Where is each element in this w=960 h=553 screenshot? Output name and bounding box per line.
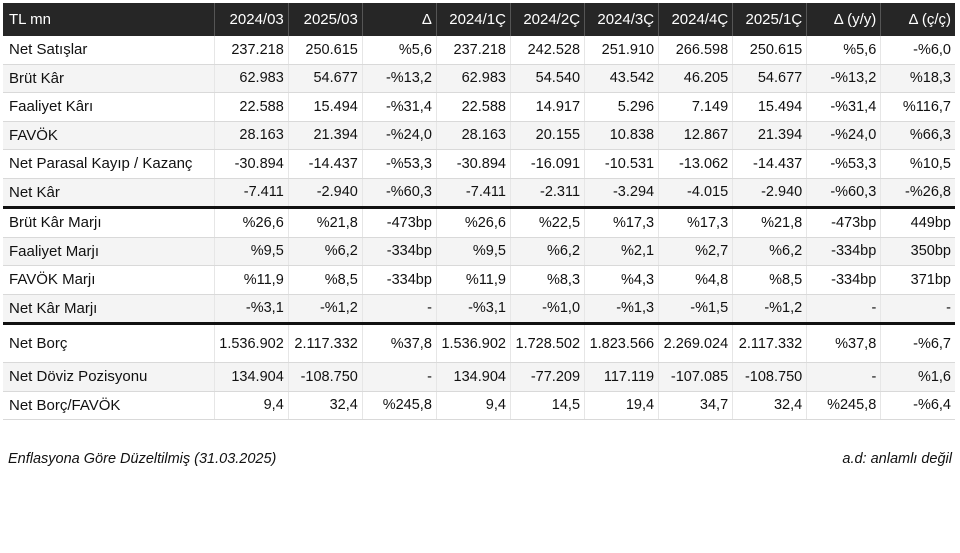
footnote-adjusted: Enflasyona Göre Düzeltilmiş (31.03.2025): [8, 451, 277, 467]
table-cell: -77.209: [510, 363, 584, 392]
table-cell: 21.394: [288, 121, 362, 150]
table-cell: 12.867: [659, 121, 733, 150]
financial-summary-table: [3, 3, 955, 420]
table-cell: %6,2: [733, 237, 807, 266]
table-cell: 7.149: [659, 93, 733, 122]
header-cell: 2024/3Ç: [585, 3, 659, 36]
table-cell: 54.540: [510, 64, 584, 93]
table-cell: 449bp: [881, 208, 955, 238]
table-cell: 32,4: [733, 391, 807, 420]
header-cell: Δ (y/y): [807, 3, 881, 36]
table-cell: %11,9: [214, 266, 288, 295]
table-cell: %9,5: [214, 237, 288, 266]
table-cell: 10.838: [585, 121, 659, 150]
table-cell: -30.894: [436, 150, 510, 179]
table-cell: -108.750: [733, 363, 807, 392]
table-cell: %245,8: [362, 391, 436, 420]
table-cell: -334bp: [362, 266, 436, 295]
table-cell: 9,4: [436, 391, 510, 420]
table-cell: 2.269.024: [659, 324, 733, 363]
table-cell: -%53,3: [807, 150, 881, 179]
table-cell: -7.411: [436, 178, 510, 208]
table-cell: -4.015: [659, 178, 733, 208]
table-cell: -%26,8: [881, 178, 955, 208]
table-cell: %10,5: [881, 150, 955, 179]
table-cell: %8,3: [510, 266, 584, 295]
table-cell: -2.311: [510, 178, 584, 208]
footnote-abbreviation: a.d: anlamlı değil: [842, 451, 952, 467]
table-cell: 43.542: [585, 64, 659, 93]
table-cell: -: [807, 294, 881, 324]
table-cell: 34,7: [659, 391, 733, 420]
table-cell: 251.910: [585, 36, 659, 64]
table-cell: -: [881, 294, 955, 324]
table-cell: 2.117.332: [288, 324, 362, 363]
table-cell: -14.437: [733, 150, 807, 179]
table-cell: 54.677: [733, 64, 807, 93]
row-label: Faaliyet Kârı: [3, 93, 214, 122]
table-cell: 62.983: [436, 64, 510, 93]
table-cell: 22.588: [436, 93, 510, 122]
table-cell: -%1,5: [659, 294, 733, 324]
row-label: FAVÖK: [3, 121, 214, 150]
table-row: [3, 391, 955, 420]
table-row: [3, 64, 955, 93]
table-cell: 28.163: [214, 121, 288, 150]
row-label: Net Parasal Kayıp / Kazanç: [3, 150, 214, 179]
table-cell: -108.750: [288, 363, 362, 392]
table-cell: -%24,0: [362, 121, 436, 150]
table-row: [3, 324, 955, 363]
table-cell: -2.940: [733, 178, 807, 208]
table-cell: %5,6: [807, 36, 881, 64]
table-cell: -: [362, 294, 436, 324]
table-row: [3, 178, 955, 208]
table-cell: %37,8: [362, 324, 436, 363]
table-cell: -16.091: [510, 150, 584, 179]
table-cell: -%3,1: [436, 294, 510, 324]
table-cell: -10.531: [585, 150, 659, 179]
table-cell: %26,6: [214, 208, 288, 238]
header-cell: Δ: [362, 3, 436, 36]
table-cell: %116,7: [881, 93, 955, 122]
table-cell: 134.904: [436, 363, 510, 392]
table-cell: -%3,1: [214, 294, 288, 324]
table-row: [3, 36, 955, 64]
table-cell: %8,5: [288, 266, 362, 295]
table-row: [3, 294, 955, 324]
header-row: [3, 3, 955, 36]
table-cell: %17,3: [585, 208, 659, 238]
table-cell: %5,6: [362, 36, 436, 64]
table-cell: 9,4: [214, 391, 288, 420]
table-cell: -30.894: [214, 150, 288, 179]
table-cell: %9,5: [436, 237, 510, 266]
table-cell: -%13,2: [807, 64, 881, 93]
table-cell: -%60,3: [362, 178, 436, 208]
table-cell: 28.163: [436, 121, 510, 150]
table-cell: %4,8: [659, 266, 733, 295]
table-cell: -%1,0: [510, 294, 584, 324]
table-cell: -%31,4: [362, 93, 436, 122]
header-cell: 2024/1Ç: [436, 3, 510, 36]
table-cell: %2,7: [659, 237, 733, 266]
row-label: FAVÖK Marjı: [3, 266, 214, 295]
header-cell: TL mn: [3, 3, 214, 36]
table-cell: -%24,0: [807, 121, 881, 150]
table-cell: %6,2: [288, 237, 362, 266]
table-cell: %1,6: [881, 363, 955, 392]
table-cell: -: [362, 363, 436, 392]
table-cell: -%31,4: [807, 93, 881, 122]
table-cell: -2.940: [288, 178, 362, 208]
table-cell: %4,3: [585, 266, 659, 295]
table-cell: 371bp: [881, 266, 955, 295]
table-cell: 5.296: [585, 93, 659, 122]
table-row: [3, 121, 955, 150]
table-cell: -%13,2: [362, 64, 436, 93]
table-cell: 22.588: [214, 93, 288, 122]
table-cell: 15.494: [288, 93, 362, 122]
table-cell: %6,2: [510, 237, 584, 266]
table-cell: %8,5: [733, 266, 807, 295]
table-cell: %245,8: [807, 391, 881, 420]
table-cell: 242.528: [510, 36, 584, 64]
table-cell: 19,4: [585, 391, 659, 420]
row-label: Net Kâr: [3, 178, 214, 208]
table-cell: -%6,0: [881, 36, 955, 64]
table-cell: %66,3: [881, 121, 955, 150]
table-cell: %21,8: [733, 208, 807, 238]
table-cell: -334bp: [807, 266, 881, 295]
table-cell: -7.411: [214, 178, 288, 208]
row-label: Brüt Kâr: [3, 64, 214, 93]
table-cell: %17,3: [659, 208, 733, 238]
header-cell: 2024/03: [214, 3, 288, 36]
table-cell: 32,4: [288, 391, 362, 420]
table-row: [3, 237, 955, 266]
table-cell: %2,1: [585, 237, 659, 266]
table-cell: 350bp: [881, 237, 955, 266]
table-cell: -%1,3: [585, 294, 659, 324]
table-cell: -473bp: [807, 208, 881, 238]
table-cell: 54.677: [288, 64, 362, 93]
table-cell: %11,9: [436, 266, 510, 295]
table-cell: -: [807, 363, 881, 392]
table-cell: -13.062: [659, 150, 733, 179]
table-cell: 1.728.502: [510, 324, 584, 363]
table-cell: 46.205: [659, 64, 733, 93]
table-cell: 1.823.566: [585, 324, 659, 363]
row-label: Net Döviz Pozisyonu: [3, 363, 214, 392]
table-cell: -%1,2: [733, 294, 807, 324]
table-cell: 14.917: [510, 93, 584, 122]
table-body: [3, 36, 955, 420]
table-row: [3, 150, 955, 179]
row-label: Net Kâr Marjı: [3, 294, 214, 324]
table-cell: %18,3: [881, 64, 955, 93]
table-cell: %22,5: [510, 208, 584, 238]
table-cell: %37,8: [807, 324, 881, 363]
table-cell: -334bp: [807, 237, 881, 266]
table-cell: 117.119: [585, 363, 659, 392]
table-cell: -107.085: [659, 363, 733, 392]
table-cell: -%6,7: [881, 324, 955, 363]
table-cell: -%60,3: [807, 178, 881, 208]
header-cell: Δ (ç/ç): [881, 3, 955, 36]
table-cell: -334bp: [362, 237, 436, 266]
table-cell: 237.218: [436, 36, 510, 64]
header-cell: 2025/1Ç: [733, 3, 807, 36]
table-cell: -14.437: [288, 150, 362, 179]
row-label: Net Borç: [3, 324, 214, 363]
header-cell: 2024/4Ç: [659, 3, 733, 36]
table-cell: 21.394: [733, 121, 807, 150]
table-cell: 266.598: [659, 36, 733, 64]
table-cell: -473bp: [362, 208, 436, 238]
table-row: [3, 363, 955, 392]
table-cell: %21,8: [288, 208, 362, 238]
table-cell: 14,5: [510, 391, 584, 420]
table-cell: %26,6: [436, 208, 510, 238]
table-cell: 250.615: [733, 36, 807, 64]
table-row: [3, 266, 955, 295]
table-cell: 1.536.902: [436, 324, 510, 363]
table-cell: 15.494: [733, 93, 807, 122]
table-cell: 2.117.332: [733, 324, 807, 363]
table-cell: 237.218: [214, 36, 288, 64]
row-label: Net Satışlar: [3, 36, 214, 64]
financial-summary-table-container: [3, 3, 955, 420]
table-cell: -%6,4: [881, 391, 955, 420]
table-cell: -%53,3: [362, 150, 436, 179]
table-row: [3, 208, 955, 238]
row-label: Faaliyet Marjı: [3, 237, 214, 266]
table-cell: 20.155: [510, 121, 584, 150]
table-cell: 62.983: [214, 64, 288, 93]
header-cell: 2024/2Ç: [510, 3, 584, 36]
table-row: [3, 93, 955, 122]
header-cell: 2025/03: [288, 3, 362, 36]
table-cell: 1.536.902: [214, 324, 288, 363]
row-label: Brüt Kâr Marjı: [3, 208, 214, 238]
table-cell: 134.904: [214, 363, 288, 392]
table-cell: -3.294: [585, 178, 659, 208]
table-cell: -%1,2: [288, 294, 362, 324]
table-cell: 250.615: [288, 36, 362, 64]
row-label: Net Borç/FAVÖK: [3, 391, 214, 420]
